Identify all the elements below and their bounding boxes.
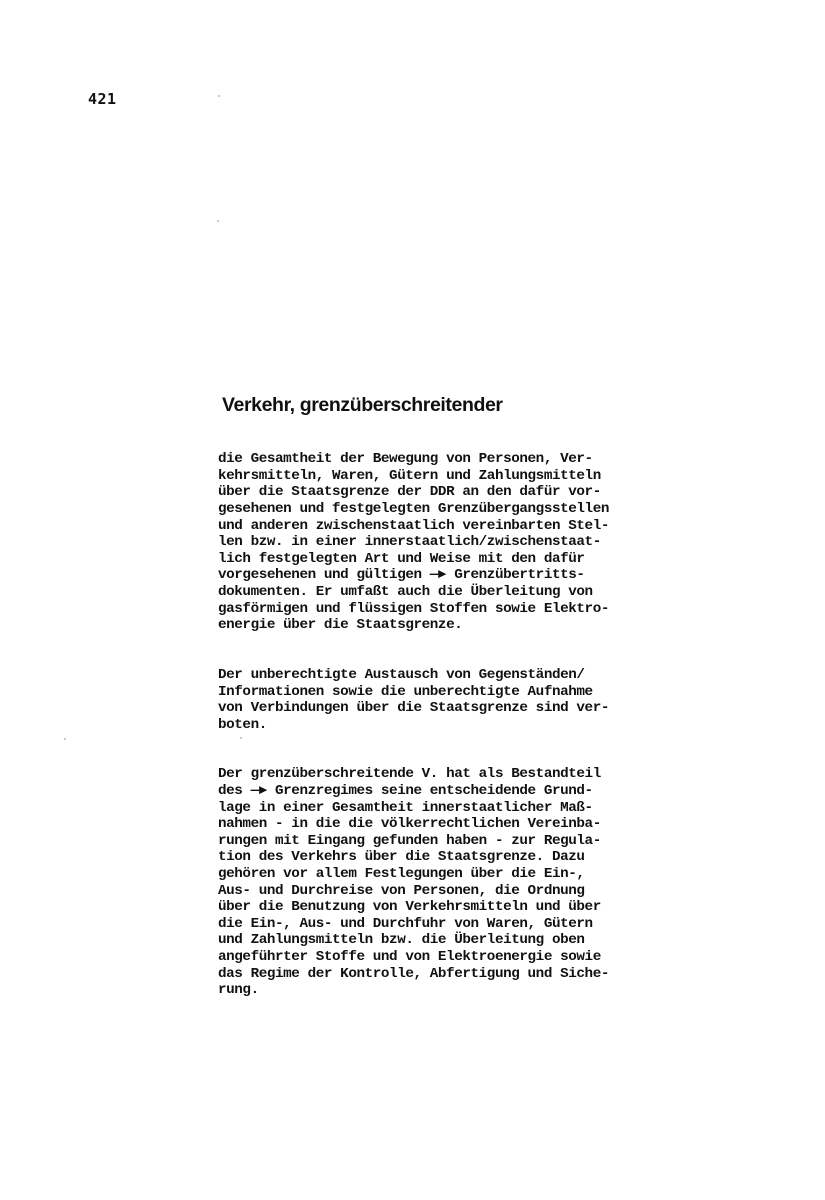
entry-paragraph-regulation: Der grenzüberschreitende V. hat als Bestandteil des —► Grenzregimes seine entscheidende Grund- lage in einer Gesamtheit innerstaatlicher Maß- nahmen - in die die völkerrechtlichen Vereinba- rungen mit Eingang gefunden haben - zur Regula- tion des Verkehrs über die Staatsgrenze. Dazu gehören vor allem Festlegungen über die Ein-, Aus- und Durchreise von Personen, die Ordnung über die Benutzung von Verkehrsmitteln und über die Ein-, Aus- und Durchfuhr von Waren, Gütern und Zahlungsmitteln bzw. die Überleitung oben angeführter Stoffe und von Elektroenergie sowie das Regime der Kontrolle, Abfertigung und Siche- rung. xyxy=(218,767,609,999)
dictionary-entry xyxy=(218,393,708,1033)
entry-paragraph-definition: die Gesamtheit der Bewegung von Personen, Ver- kehrsmitteln, Waren, Gütern und Zahlungsmitteln über die Staatsgrenze der DDR an den dafür vor- gesehenen und festgelegten Grenzübergangsstellen und anderen zwischenstaatlich vereinbarten Stel- len bzw. in einer innerstaatlich/zwischenstaat- lich festgelegten Art und Weise mit den dafür vorgesehenen und gültigen —► Grenzübertritts- dokumenten. Er umfaßt auch die Überleitung von gasförmigen und flüssigen Stoffen sowie Elektro- energie über die Staatsgrenze. xyxy=(218,452,609,634)
entry-headword: Verkehr, grenzüberschreitender xyxy=(222,394,503,416)
entry-body xyxy=(218,419,733,1033)
entry-paragraph-prohibition: Der unberechtigte Austausch von Gegenständen/ Informationen sowie die unberechtigte Aufnahme von Verbindungen über die Staatsgrenze sind ver- boten. xyxy=(218,667,609,733)
page-number: 421 xyxy=(88,90,117,108)
